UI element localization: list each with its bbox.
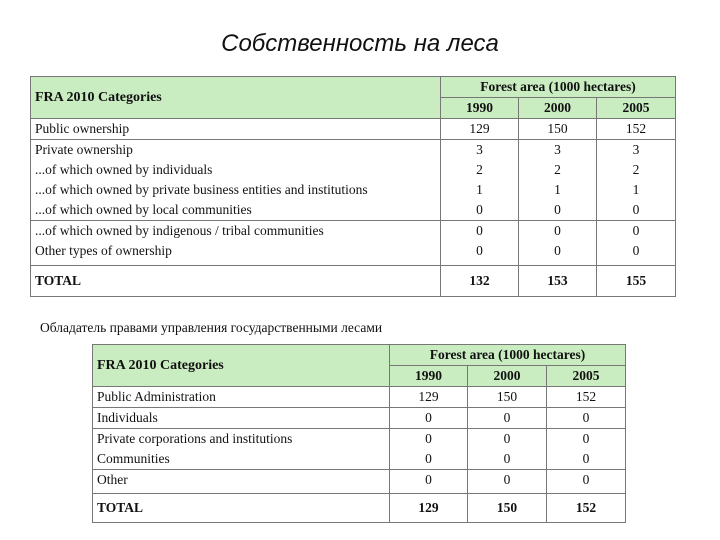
row-label: Individuals <box>93 408 390 429</box>
table-header-row <box>31 77 676 98</box>
cell-value: 0 <box>468 429 547 450</box>
cell-value: 0 <box>519 241 597 261</box>
cell-value: 2 <box>519 160 597 180</box>
total-value: 129 <box>390 494 468 523</box>
total-value: 132 <box>441 266 519 297</box>
cell-value: 0 <box>597 200 676 221</box>
forest-area-header: Forest area (1000 hectares) <box>390 345 626 366</box>
table-row <box>93 470 626 491</box>
table-header-row <box>93 345 626 366</box>
total-row <box>93 494 626 523</box>
row-label: Public Administration <box>93 387 390 408</box>
cell-value: 0 <box>468 449 547 470</box>
forest-management-table <box>92 344 626 523</box>
year-header: 1990 <box>441 98 519 119</box>
table-row <box>31 241 676 261</box>
year-header: 2000 <box>519 98 597 119</box>
cell-value: 0 <box>441 241 519 261</box>
total-row <box>31 266 676 297</box>
table-row <box>31 160 676 180</box>
cell-value: 0 <box>390 429 468 450</box>
cell-value: 3 <box>519 140 597 161</box>
row-label: Communities <box>97 451 170 466</box>
row-label: ...of which owned by indigenous / tribal communities <box>31 221 441 242</box>
table-row <box>93 429 626 450</box>
cell-value: 0 <box>441 200 519 221</box>
table-row <box>31 180 676 200</box>
cell-value: 150 <box>519 119 597 140</box>
table-row <box>93 449 626 470</box>
cell-value: 0 <box>390 408 468 429</box>
cell-value: 3 <box>597 140 676 161</box>
cell-value: 0 <box>390 449 468 470</box>
forest-ownership-table <box>30 76 676 297</box>
cell-value: 150 <box>468 387 547 408</box>
cell-value: 0 <box>547 470 626 491</box>
cell-value: 0 <box>390 470 468 491</box>
forest-area-header: Forest area (1000 hectares) <box>441 77 676 98</box>
cell-value: 0 <box>547 449 626 470</box>
year-header: 1990 <box>390 366 468 387</box>
total-label: TOTAL <box>31 266 441 297</box>
cell-value: 1 <box>441 180 519 200</box>
total-value: 152 <box>547 494 626 523</box>
cell-value: 152 <box>597 119 676 140</box>
table-row <box>31 200 676 221</box>
slide-title: Собственность на леса <box>221 30 499 57</box>
row-label: ...of which owned by private business entities and institutions <box>35 182 368 197</box>
cell-value: 0 <box>519 221 597 242</box>
cell-value: 129 <box>441 119 519 140</box>
cell-value: 0 <box>597 221 676 242</box>
total-value: 153 <box>519 266 597 297</box>
cell-value: 0 <box>468 408 547 429</box>
row-label: Public ownership <box>31 119 441 140</box>
cell-value: 0 <box>547 429 626 450</box>
cell-value: 0 <box>441 221 519 242</box>
table-row <box>31 119 676 140</box>
cell-value: 152 <box>547 387 626 408</box>
cell-value: 0 <box>519 200 597 221</box>
total-value: 155 <box>597 266 676 297</box>
cell-value: 0 <box>547 408 626 429</box>
table-row <box>31 140 676 161</box>
row-label: ...of which owned by local communities <box>35 202 252 217</box>
cell-value: 129 <box>390 387 468 408</box>
cell-value: 0 <box>597 241 676 261</box>
cell-value: 3 <box>441 140 519 161</box>
row-label: Private corporations and institutions <box>93 429 390 450</box>
cell-value: 1 <box>519 180 597 200</box>
table-row <box>31 221 676 242</box>
row-label: Private ownership <box>31 140 441 161</box>
row-label: Other types of ownership <box>35 243 172 258</box>
row-label: Other <box>93 470 390 491</box>
row-label: ...of which owned by individuals <box>35 162 213 177</box>
category-header: FRA 2010 Categories <box>31 77 441 119</box>
table-row <box>93 387 626 408</box>
table-row <box>93 408 626 429</box>
cell-value: 1 <box>597 180 676 200</box>
total-value: 150 <box>468 494 547 523</box>
year-header: 2005 <box>547 366 626 387</box>
cell-value: 2 <box>597 160 676 180</box>
category-header: FRA 2010 Categories <box>93 345 390 387</box>
cell-value: 0 <box>468 470 547 491</box>
total-label: TOTAL <box>93 494 390 523</box>
cell-value: 2 <box>441 160 519 180</box>
year-header: 2000 <box>468 366 547 387</box>
table-caption: Обладатель правами управления государственными лесами <box>40 320 383 335</box>
year-header: 2005 <box>597 98 676 119</box>
